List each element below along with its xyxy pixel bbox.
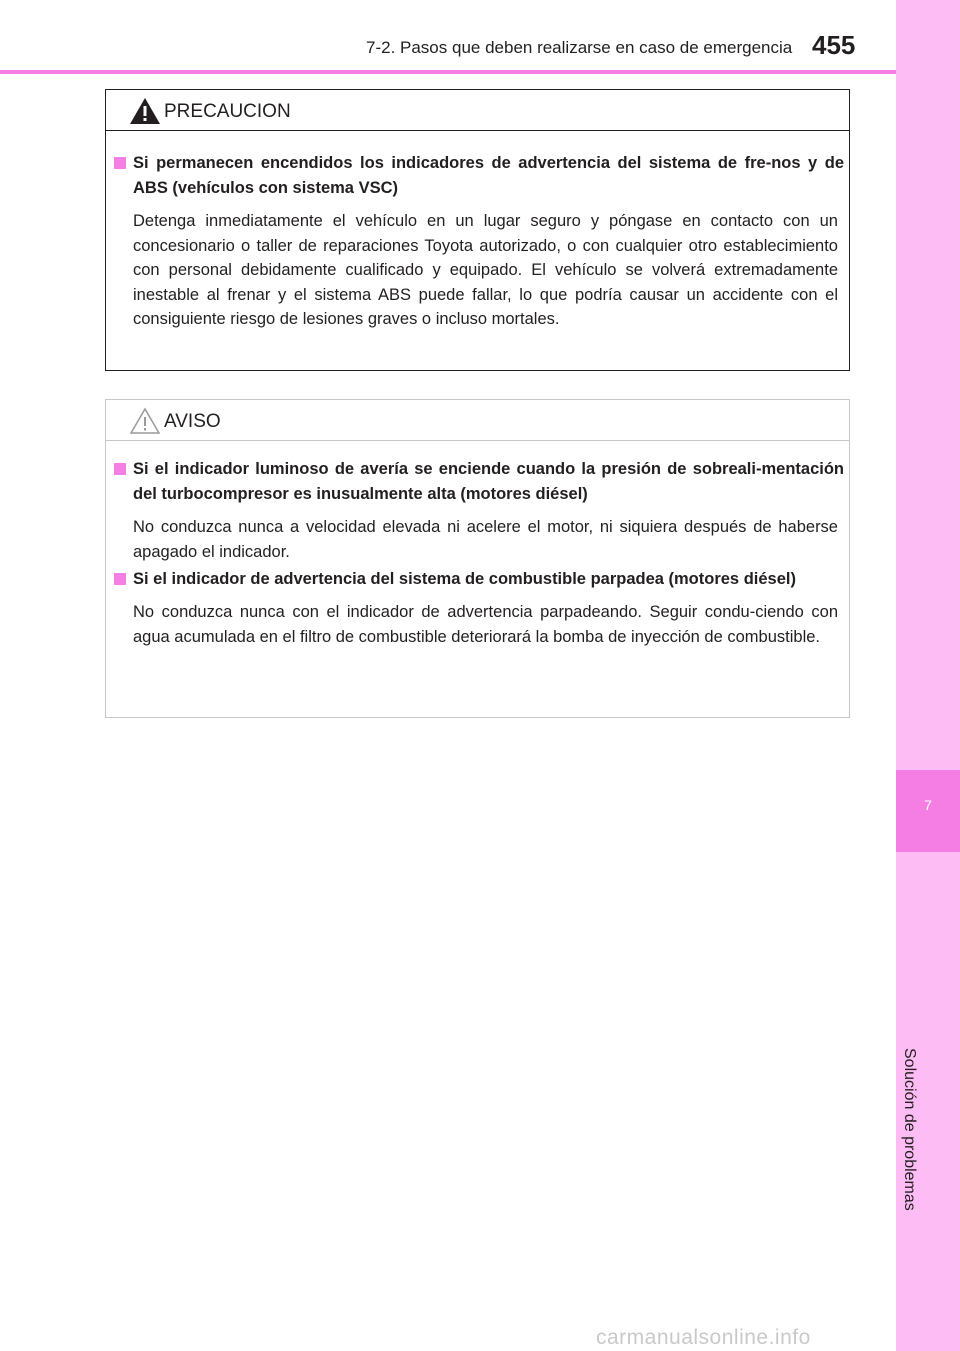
notice-item-heading: Si el indicador de advertencia del sistema de combustible parpadea (motores diésel) <box>133 570 796 588</box>
section-title: 7-2. Pasos que deben realizarse en caso de emergencia <box>366 38 793 57</box>
watermark: carmanualsonline.info <box>596 1326 811 1349</box>
caution-title: PRECAUCION <box>164 101 291 122</box>
caution-item-body: Detenga inmediatamente el vehículo en un lugar seguro y póngase en contacto con un concesionario o taller de reparaciones Toyota autorizado, o con cualquier otro establecimiento con personal debidamente cualificado y equipado. El vehículo se volverá extremadamente inestable al frenar y el sistema ABS puede fallar, lo que podría causar un accidente con el consiguiente riesgo de lesiones graves o incluso mortales. <box>133 212 838 328</box>
chapter-title: Solución de problemas <box>901 1048 918 1211</box>
notice-item <box>114 567 844 649</box>
caution-header <box>106 90 849 131</box>
caution-item-heading: Si permanecen encendidos los indicadores de advertencia del sistema de fre-nos y de ABS (vehículos con sistema VSC) <box>133 154 844 197</box>
chapter-number: 7 <box>924 797 932 813</box>
caution-item <box>114 151 844 332</box>
notice-title: AVISO <box>164 411 221 432</box>
bullet-square-icon <box>114 463 126 475</box>
notice-header <box>106 400 849 441</box>
bullet-square-icon <box>114 573 126 585</box>
notice-box <box>105 399 850 718</box>
page-number: 455 <box>812 30 856 60</box>
notice-item <box>114 457 844 564</box>
notice-item-body: No conduzca nunca a velocidad elevada ni acelere el motor, ni siquiera después de haberse apagado el indicador. <box>133 518 838 561</box>
warning-filled-icon <box>128 96 162 126</box>
notice-item-body: No conduzca nunca con el indicador de advertencia parpadeando. Seguir condu-ciendo con agua acumulada en el filtro de combustible deteriorará la bomba de inyección de combustible. <box>133 603 838 646</box>
bullet-square-icon <box>114 157 126 169</box>
header-rule <box>0 70 896 74</box>
caution-box <box>105 89 850 371</box>
warning-outline-icon <box>128 406 162 436</box>
notice-item-heading: Si el indicador luminoso de avería se enciende cuando la presión de sobreali-mentación del turbocompresor es inusualmente alta (motores diésel) <box>133 460 844 503</box>
